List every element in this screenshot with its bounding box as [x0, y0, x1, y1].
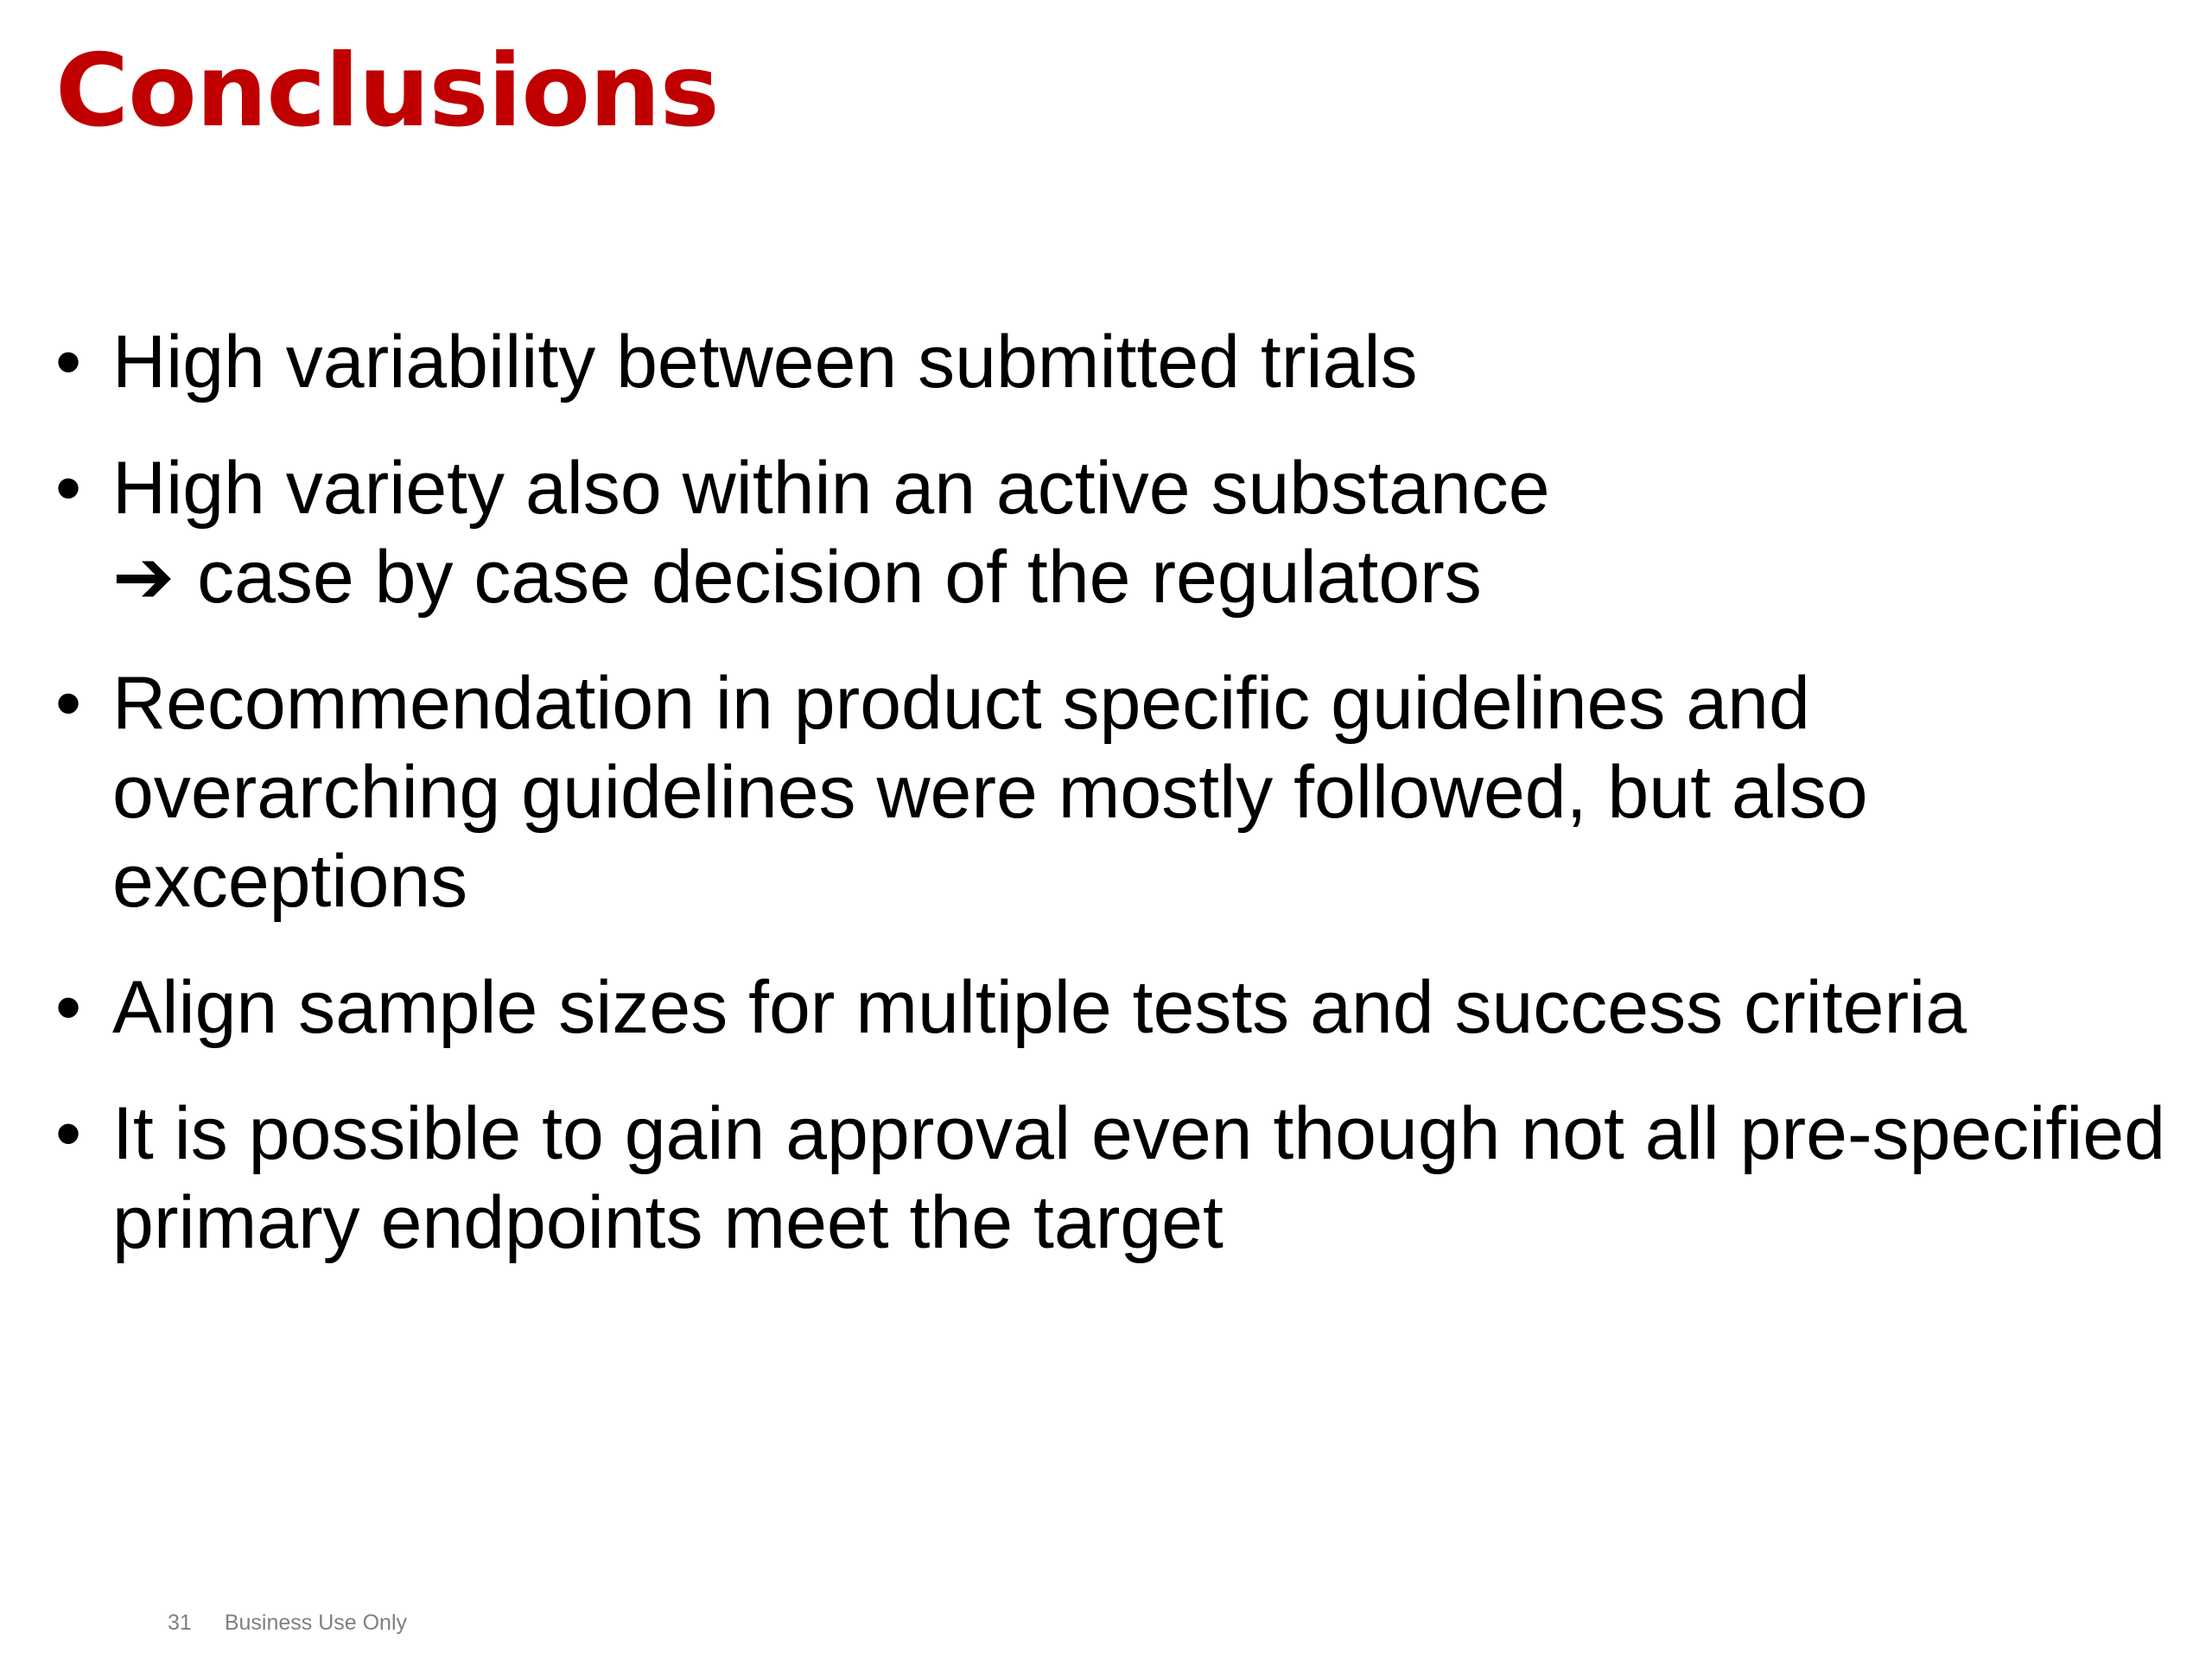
bullet-dot: •	[55, 662, 82, 745]
bullet-item	[55, 659, 2181, 926]
page-number: 31	[168, 1611, 192, 1635]
bullet-text: Recommendation in product specific guidelines and	[112, 662, 1810, 745]
bullet-text: overarching guidelines were mostly followed, but also	[112, 751, 1868, 834]
bullet-item	[55, 963, 2181, 1052]
bullet-text: High variability between submitted trials	[112, 321, 1418, 404]
bullet-dot: •	[55, 447, 82, 530]
classification-label: Business Use Only	[224, 1611, 408, 1635]
bullet-item	[55, 444, 2181, 622]
bullet-dot: •	[55, 321, 82, 404]
bullet-list	[55, 318, 2181, 1305]
bullet-text: High variety also within an active substance	[112, 447, 1550, 530]
bullet-item	[55, 1090, 2181, 1268]
bullet-text: exceptions	[112, 840, 468, 923]
bullet-item	[55, 318, 2181, 407]
bullet-subline-text: case by case decision of the regulators	[197, 536, 1482, 619]
bullet-text: It is possible to gain approval even though not all pre-specified	[112, 1092, 2166, 1175]
bullet-dot: •	[55, 966, 82, 1049]
right-arrow-icon: ➔	[112, 534, 175, 620]
slide-footer	[168, 1611, 407, 1636]
slide-title: Conclusions	[55, 33, 719, 149]
bullet-dot: •	[55, 1092, 82, 1175]
bullet-subline	[112, 533, 2181, 622]
bullet-text: Align sample sizes for multiple tests and success criteria	[112, 966, 1967, 1049]
bullet-text: primary endpoints meet the target	[112, 1181, 1224, 1264]
